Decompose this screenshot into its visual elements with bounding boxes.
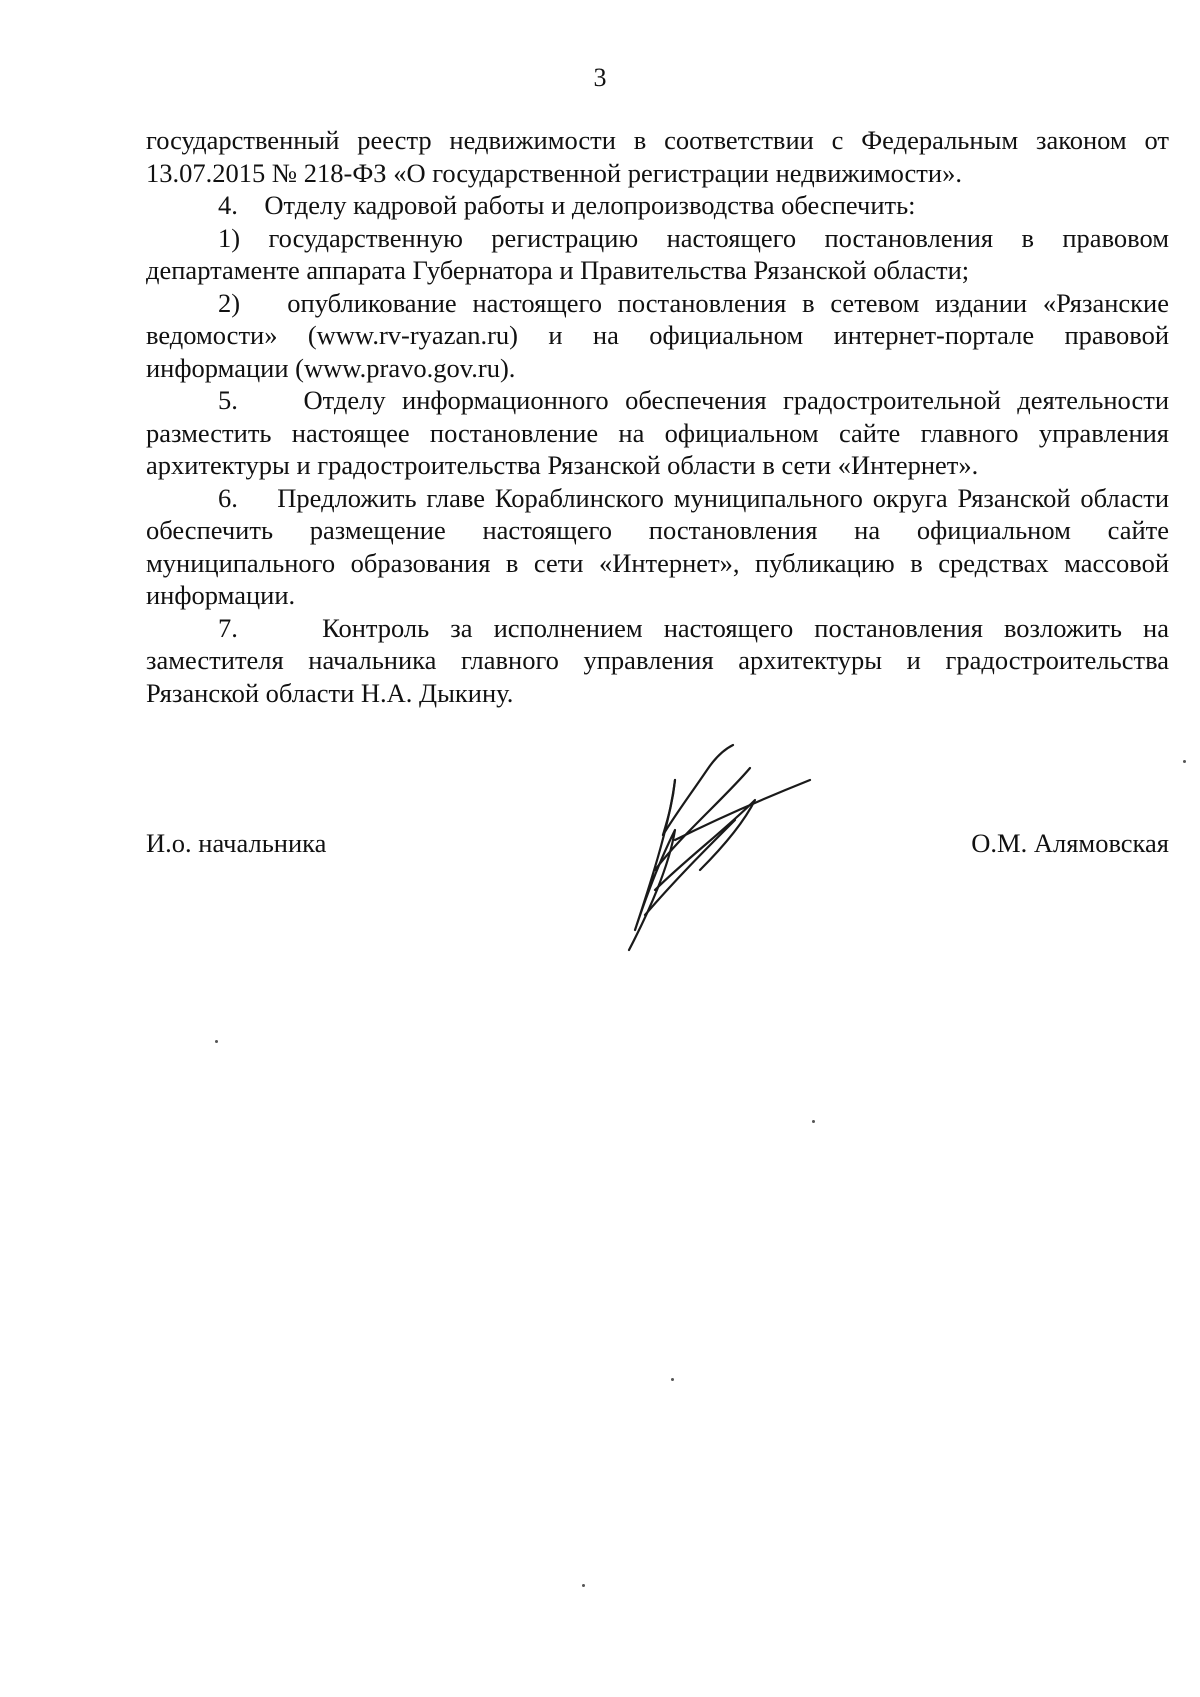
scan-speck: [582, 1584, 585, 1587]
document-body: [146, 124, 1169, 709]
paragraph-subitem-1: 1) государственную регистрацию настоящего постановления в правовом департаменте аппарата Губернатора и Правительства Рязанской области;: [146, 222, 1169, 285]
signatory-position: И.о. начальника: [146, 828, 327, 858]
paragraph-continuation: государственный реестр недвижимости в соответствии с Федеральным законом от 13.07.2015 № 218-ФЗ «О государственной регистрации недвижимости».: [146, 125, 1169, 188]
paragraph-item-6: 6. Предложить главе Кораблинского муниципального округа Рязанской области обеспечить размещение настоящего постановления на официальном сайте муниципального образования в сети «Интернет», публикацию в средствах массовой информации.: [146, 482, 1169, 610]
handwritten-signature: [615, 740, 815, 960]
signatory-name: О.М. Алямовская: [971, 828, 1169, 858]
paragraph-item-4: 4. Отделу кадровой работы и делопроизводства обеспечить:: [218, 190, 916, 220]
paragraph-subitem-2: 2) опубликование настоящего постановления в сетевом издании «Рязанские ведомости» (www.rv-ryazan.ru) и на официальном интернет-портале правовой информации (www.pravo.gov.ru).: [146, 287, 1169, 383]
paragraph-item-7: 7. Контроль за исполнением настоящего постановления возложить на заместителя начальника главного управления архитектуры и градостроительства Рязанской области Н.А. Дыкину.: [146, 612, 1169, 708]
scan-speck: [1183, 760, 1186, 763]
paragraph-item-5: 5. Отделу информационного обеспечения градостроительной деятельности разместить настоящее постановление на официальном сайте главного управления архитектуры и градостроительства Рязанской области в сети «Интернет».: [146, 385, 1169, 480]
scan-speck: [671, 1378, 674, 1381]
scan-speck: [215, 1040, 218, 1043]
scan-speck: [812, 1120, 815, 1123]
page-number: 3: [593, 63, 607, 92]
